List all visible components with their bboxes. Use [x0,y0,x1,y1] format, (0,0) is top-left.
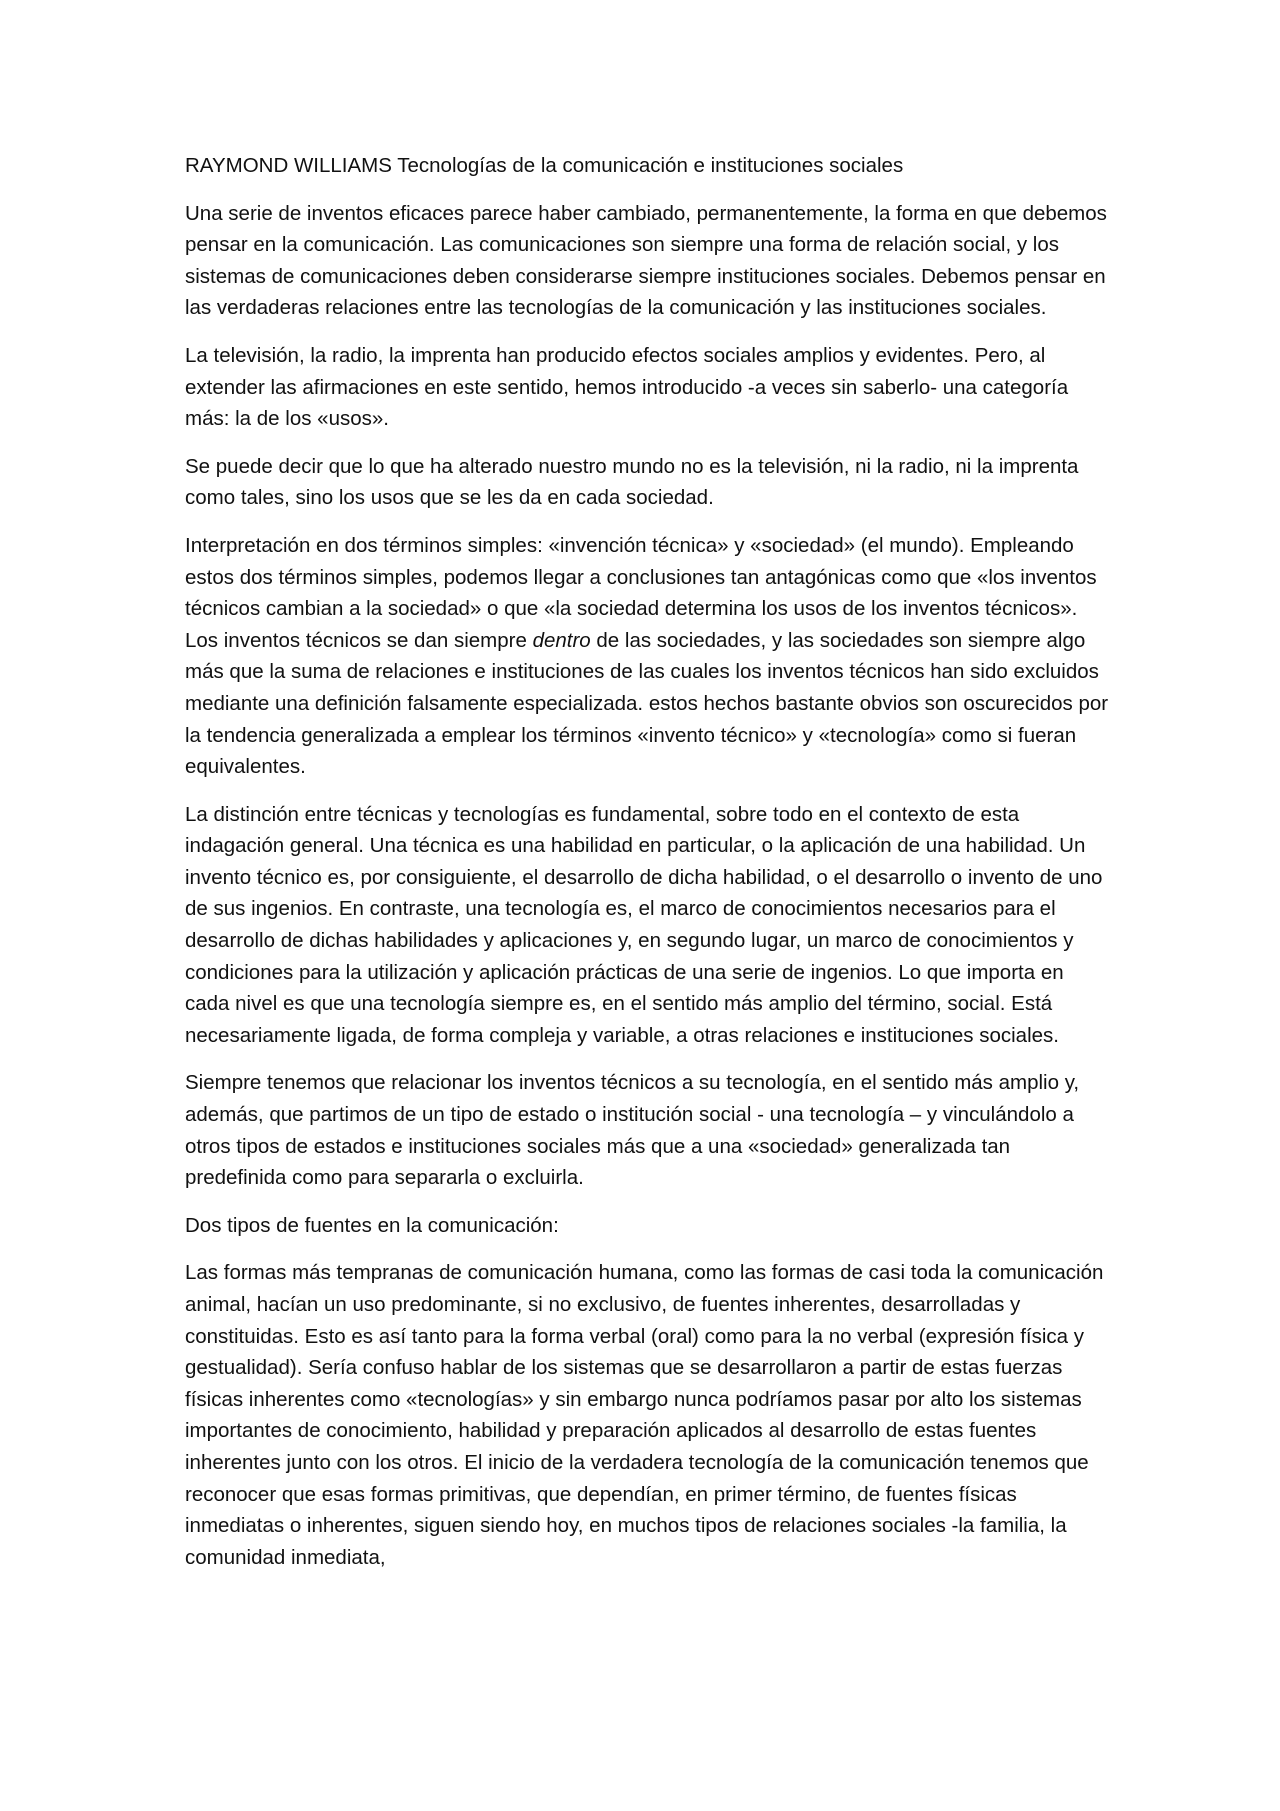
document-page [185,150,1110,1589]
paragraph-6: Siempre tenemos que relacionar los inventos técnicos a su tecnología, en el sentido más amplio y, además, que partimos de un tipo de estado o institución social - una tecnología – y vinculándolo a otros tipos de estados e instituciones sociales más que a una «sociedad» generalizada tan predefinida como para separarla o excluirla. [185,1071,1080,1190]
paragraph-3: Se puede decir que lo que ha alterado nuestro mundo no es la televisión, ni la radio, ni la imprenta como tales, sino los usos que se les da en cada sociedad. [185,454,1079,510]
paragraph-4 [185,530,1110,783]
document-title: RAYMOND WILLIAMS Tecnologías de la comunicación e instituciones sociales [185,154,904,177]
paragraph-4-text-start: Interpretación en dos términos simples: «invención técnica» y «sociedad» (el mundo). Empleando estos dos términos simples, podemos llegar a conclusiones tan antagónicas como que «los inventos técnicos cambian a la sociedad» o que «la sociedad determina los usos de los inventos técnicos». Los inventos técnicos se dan siempre [185,533,1097,652]
paragraph-4-emphasis: dentro [532,628,591,652]
paragraph-1: Una serie de inventos eficaces parece haber cambiado, permanentemente, la forma en que debemos pensar en la comunicación. Las comunicaciones son siempre una forma de relación social, y los sistemas de comunicaciones deben considerarse siempre instituciones sociales. Debemos pensar en las verdaderas relaciones entre las tecnologías de la comunicación y las instituciones sociales. [185,201,1107,320]
paragraph-7: Dos tipos de fuentes en la comunicación: [185,1213,559,1237]
paragraph-5: La distinción entre técnicas y tecnologías es fundamental, sobre todo en el contexto de esta indagación general. Una técnica es una habilidad en particular, o la aplicación de una habilidad. Un invento técnico es, por consiguiente, el desarrollo de dicha habilidad, o el desarrollo o invento de uno de sus ingenios. En contraste, una tecnología es, el marco de conocimientos necesarios para el desarrollo de dichas habilidades y aplicaciones y, en segundo lugar, un marco de conocimientos y condiciones para la utilización y aplicación prácticas de una serie de ingenios. Lo que importa en cada nivel es que una tecnología siempre es, en el sentido más amplio del término, social. Está necesariamente ligada, de forma compleja y variable, a otras relaciones e instituciones sociales. [185,802,1103,1047]
paragraph-4-text-end: de las sociedades, y las sociedades son siempre algo más que la suma de relaciones e instituciones de las cuales los inventos técnicos han sido excluidos mediante una definición falsamente especializada. estos hechos bastante obvios son oscurecidos por la tendencia generalizada a emplear los términos «invento técnico» y «tecnología» como si fueran equivalentes. [185,628,1109,779]
paragraph-2: La televisión, la radio, la imprenta han producido efectos sociales amplios y evidentes. Pero, al extender las afirmaciones en este sentido, hemos introducido -a veces sin saberlo- una categoría más: la de los «usos». [185,343,1069,431]
paragraph-8: Las formas más tempranas de comunicación humana, como las formas de casi toda la comunicación animal, hacían un uso predominante, si no exclusivo, de fuentes inherentes, desarrolladas y constituidas. Esto es así tanto para la forma verbal (oral) como para la no verbal (expresión física y gestualidad). Sería confuso hablar de los sistemas que se desarrollaron a partir de estas fuerzas físicas inherentes como «tecnologías» y sin embargo nunca podríamos pasar por alto los sistemas importantes de conocimiento, habilidad y preparación aplicados al desarrollo de estas fuentes inherentes junto con los otros. El inicio de la verdadera tecnología de la comunicación tenemos que reconocer que esas formas primitivas, que dependían, en primer término, de fuentes físicas inmediatas o inherentes, siguen siendo hoy, en muchos tipos de relaciones sociales -la familia, la comunidad inmediata, [185,1261,1104,1569]
